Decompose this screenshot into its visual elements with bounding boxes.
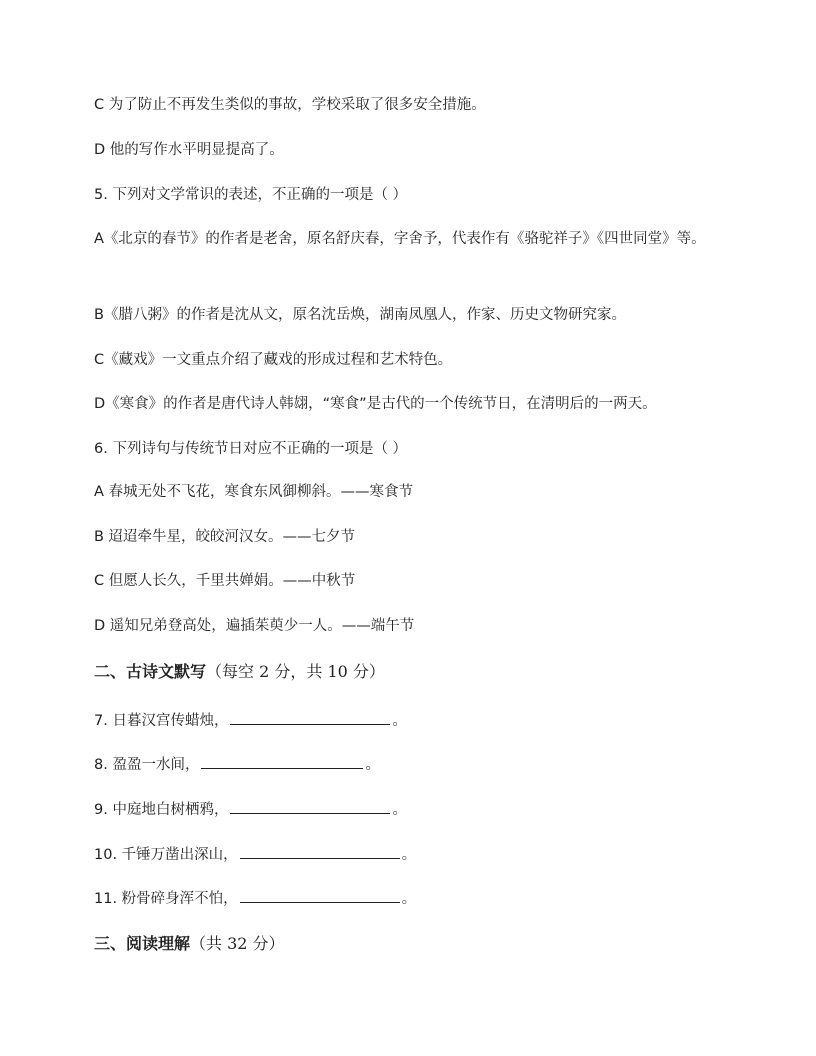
- question-5: 5. 下列对文学常识的表述，不正确的一项是（ ）: [94, 187, 408, 203]
- fill-prompt: 8. 盈盈一水间，: [94, 757, 200, 773]
- section-2-note: （每空 2 分，共 10 分）: [206, 662, 385, 681]
- option-c-text: C 为了防止不再发生类似的事故，学校采取了很多安全措施。: [94, 97, 486, 113]
- fill-end: 。: [392, 713, 407, 729]
- fill-end: 。: [401, 847, 417, 863]
- fill-prompt: 7. 日暮汉宫传蜡烛，: [94, 713, 229, 729]
- fill-item: [94, 709, 734, 732]
- question-6-option-a: A 春城无处不飞花，寒食东风御柳斜。——寒食节: [94, 484, 414, 500]
- fill-end: 。: [365, 757, 380, 773]
- fill-prompt: 9. 中庭地白树栖鸦，: [94, 802, 229, 818]
- fill-item: [94, 843, 734, 866]
- section-2-title: 二、古诗文默写: [94, 662, 207, 681]
- answer-blank[interactable]: [201, 753, 363, 769]
- answer-blank[interactable]: [240, 887, 400, 903]
- section-3-title: 三、阅读理解: [94, 934, 191, 953]
- question-6-option-c: C 但愿人长久，千里共婵娟。——中秋节: [94, 573, 356, 589]
- fill-item: [94, 798, 734, 821]
- question-6-option-b: B 迢迢牵牛星，皎皎河汉女。——七夕节: [94, 529, 356, 545]
- question-6-option-d: D 遥知兄弟登高处，遍插茱萸少一人。——端午节: [94, 618, 415, 634]
- section-2-heading: [94, 660, 385, 684]
- question-6: 6. 下列诗句与传统节日对应不正确的一项是（ ）: [94, 441, 408, 457]
- answer-blank[interactable]: [230, 709, 390, 725]
- fill-item: [94, 753, 734, 776]
- fill-end: 。: [392, 802, 407, 818]
- section-3-heading: [94, 932, 285, 956]
- answer-blank[interactable]: [240, 843, 400, 859]
- option-d-text: D 他的写作水平明显提高了。: [94, 142, 284, 158]
- question-5-option-a: A《北京的春节》的作者是老舍，原名舒庆春，字舍予，代表作有《骆驼祥子》《四世同堂》等。: [94, 231, 706, 247]
- question-5-option-b: B《腊八粥》的作者是沈从文，原名沈岳焕，湖南凤凰人，作家、历史文物研究家。: [94, 307, 626, 323]
- question-5-option-d: D《寒食》的作者是唐代诗人韩翃，“寒食”是古代的一个传统节日，在清明后的一两天。: [94, 396, 657, 412]
- fill-prompt: 11. 粉骨碎身浑不怕，: [94, 891, 238, 907]
- answer-blank[interactable]: [230, 798, 390, 814]
- question-5-option-c: C《藏戏》一文重点介绍了藏戏的形成过程和艺术特色。: [94, 352, 453, 368]
- section-3-note: （共 32 分）: [190, 934, 285, 953]
- fill-end: 。: [401, 891, 417, 907]
- fill-item: [94, 887, 734, 910]
- fill-prompt: 10. 千锤万凿出深山，: [94, 847, 238, 863]
